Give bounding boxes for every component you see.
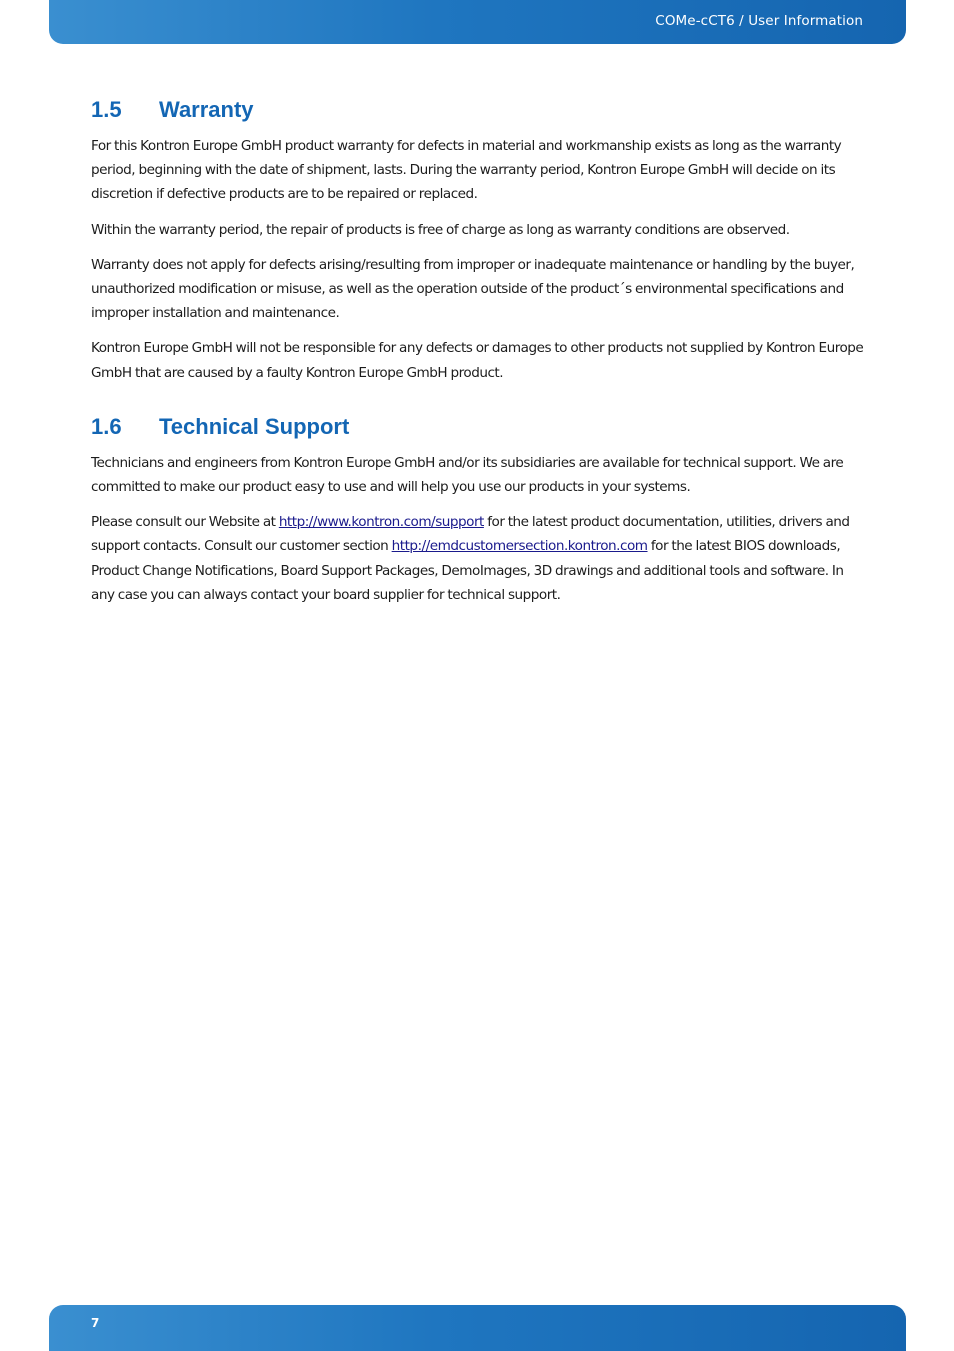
section-heading-technical-support xyxy=(91,413,866,441)
support-text: Please consult our Website at xyxy=(91,514,279,531)
support-paragraph-links xyxy=(91,510,866,607)
warranty-paragraph: Kontron Europe GmbH will not be responsible for any defects or damages to other products not supplied by Kontron Europe GmbH that are caused by a faulty Kontron Europe GmbH product. xyxy=(91,340,864,381)
page-number: 7 xyxy=(91,1316,100,1330)
warranty-paragraph: Warranty does not apply for defects arising/resulting from improper or inadequate maintenance or handling by the buyer, unauthorized modification or misuse, as well as the operation outside of the product´s environmental specifications and improper installation and maintenance. xyxy=(91,256,855,322)
page-footer-bar xyxy=(49,1305,906,1351)
section-title: Technical Support xyxy=(159,413,350,439)
kontron-support-link[interactable]: http://www.kontron.com/support xyxy=(278,514,484,531)
document-title: COMe-cCT6 / User Information xyxy=(655,13,863,29)
warranty-paragraph: Within the warranty period, the repair of products is free of charge as long as warranty conditions are observed. xyxy=(91,221,790,238)
section-number: 1.5 xyxy=(91,97,122,122)
warranty-paragraph: For this Kontron Europe GmbH product warranty for defects in material and workmanship exists as long as the warranty period, beginning with the date of shipment, lasts. During the warranty period, Kontron Europe GmbH will decide on its discretion if defective products are to be repaired or replaced. xyxy=(91,138,842,203)
support-text: for the latest product documentation, utilities, drivers and support contacts. Consult our customer section xyxy=(91,514,850,555)
support-text: for the latest BIOS downloads, Product Change Notifications, Board Support Packages, DemoImages, 3D drawings and additional tools and software. In any case you can always contact your board supplier for technical support. xyxy=(91,538,844,603)
page-header-bar xyxy=(49,0,906,44)
page-content xyxy=(91,96,866,607)
section-title: Warranty xyxy=(159,97,254,122)
support-paragraph: Technicians and engineers from Kontron Europe GmbH and/or its subsidiaries are available for technical support. We are committed to make our product easy to use and will help you use our products in your systems. xyxy=(91,454,844,496)
customer-section-link[interactable]: http://emdcustomersection.kontron.com xyxy=(391,538,648,555)
section-heading-warranty xyxy=(91,96,866,124)
section-number: 1.6 xyxy=(91,413,122,439)
